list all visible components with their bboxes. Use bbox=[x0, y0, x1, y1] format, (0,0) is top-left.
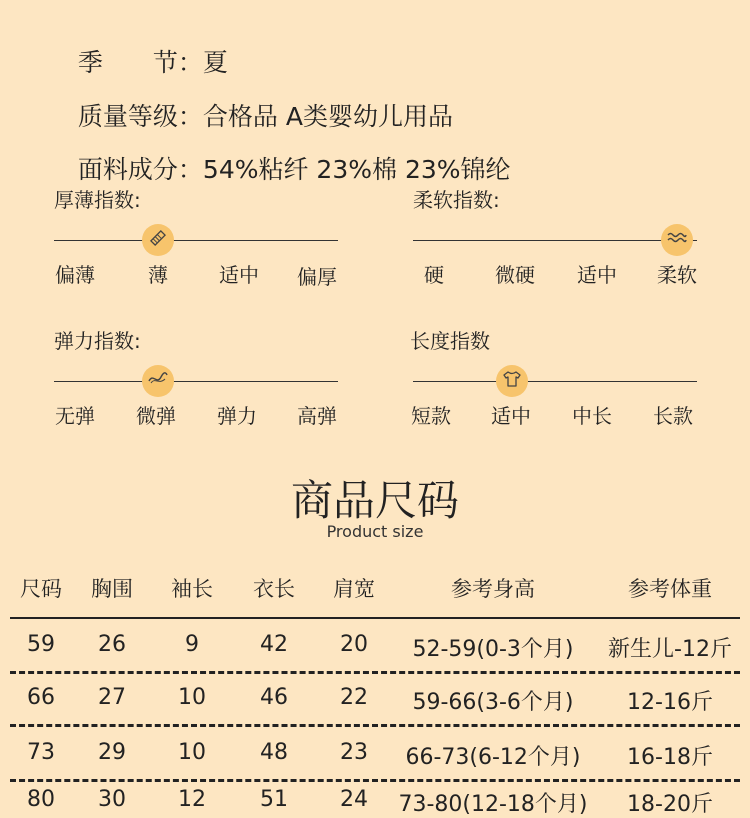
table-cell: 22 bbox=[340, 685, 368, 710]
table-cell: 16-18斤 bbox=[627, 745, 713, 770]
softness-label: 微硬 bbox=[495, 263, 535, 287]
length-title: 长度指数 bbox=[410, 329, 490, 353]
spec-label: 季 节： bbox=[77, 48, 203, 77]
table-cell: 42 bbox=[260, 632, 288, 657]
table-cell: 18-20斤 bbox=[627, 792, 713, 817]
table-cell: 73-80(12-18个月) bbox=[398, 792, 588, 817]
table-cell: 80 bbox=[27, 787, 55, 812]
thickness-marker bbox=[142, 224, 174, 256]
size-section-title: 商品尺码 bbox=[290, 476, 459, 525]
table-cell: 23 bbox=[340, 740, 368, 765]
softness-title: 柔软指数: bbox=[413, 188, 500, 212]
elasticity-marker bbox=[142, 365, 174, 397]
spec-label: 质量等级： bbox=[77, 102, 203, 131]
table-row-divider bbox=[10, 671, 740, 674]
elasticity-label: 微弹 bbox=[136, 404, 176, 428]
table-header-rule bbox=[10, 617, 740, 619]
spec-fabric-composition bbox=[62, 119, 511, 187]
table-cell: 52-59(0-3个月) bbox=[412, 637, 574, 662]
table-header-cell: 参考体重 bbox=[628, 577, 712, 601]
table-cell: 12-16斤 bbox=[627, 690, 713, 715]
length-label: 长款 bbox=[653, 404, 693, 428]
softness-label: 硬 bbox=[424, 263, 444, 287]
thickness-scale-line bbox=[54, 240, 338, 241]
length-marker bbox=[496, 365, 528, 397]
table-cell: 59 bbox=[27, 632, 55, 657]
spec-label: 面料成分： bbox=[77, 155, 203, 184]
table-cell: 29 bbox=[98, 740, 126, 765]
softness-label: 柔软 bbox=[657, 263, 697, 287]
softness-label: 适中 bbox=[577, 263, 617, 287]
table-header-cell: 尺码 bbox=[20, 577, 62, 601]
table-cell: 30 bbox=[98, 787, 126, 812]
elasticity-label: 无弹 bbox=[55, 404, 95, 428]
length-scale-line bbox=[413, 381, 697, 382]
elasticity-scale-line bbox=[54, 381, 338, 382]
table-cell: 9 bbox=[185, 632, 199, 657]
elasticity-title: 弹力指数: bbox=[54, 329, 141, 353]
table-cell: 24 bbox=[340, 787, 368, 812]
table-cell: 27 bbox=[98, 685, 126, 710]
table-cell: 20 bbox=[340, 632, 368, 657]
length-label: 适中 bbox=[491, 404, 531, 428]
thickness-label: 偏厚 bbox=[297, 265, 337, 289]
softness-scale-line bbox=[413, 240, 697, 241]
table-header-cell: 衣长 bbox=[253, 577, 295, 601]
table-cell: 66-73(6-12个月) bbox=[405, 745, 581, 770]
fabric-layers-icon bbox=[148, 228, 168, 252]
elasticity-label: 弹力 bbox=[217, 404, 257, 428]
thickness-title: 厚薄指数: bbox=[54, 188, 141, 212]
table-header-cell: 肩宽 bbox=[333, 577, 375, 601]
stretch-icon bbox=[147, 371, 169, 391]
thickness-label: 偏薄 bbox=[55, 263, 95, 287]
thickness-label: 适中 bbox=[219, 263, 259, 287]
table-cell: 51 bbox=[260, 787, 288, 812]
table-cell: 46 bbox=[260, 685, 288, 710]
spec-value: 合格品 A类婴幼儿用品 bbox=[202, 102, 453, 131]
table-cell: 66 bbox=[27, 685, 55, 710]
length-label: 短款 bbox=[411, 404, 451, 428]
length-label: 中长 bbox=[572, 404, 612, 428]
spec-value: 夏 bbox=[202, 48, 228, 77]
spec-value: 54%粘纤 23%棉 23%锦纶 bbox=[202, 155, 511, 184]
table-cell: 26 bbox=[98, 632, 126, 657]
table-cell: 59-66(3-6个月) bbox=[412, 690, 574, 715]
table-cell: 12 bbox=[178, 787, 206, 812]
table-row-divider bbox=[10, 779, 740, 782]
thickness-label: 薄 bbox=[148, 263, 168, 287]
size-section-subtitle: Product size bbox=[326, 522, 424, 541]
elasticity-label: 高弹 bbox=[297, 404, 337, 428]
table-cell: 73 bbox=[27, 740, 55, 765]
table-header-cell: 参考身高 bbox=[451, 577, 535, 601]
table-header-cell: 袖长 bbox=[171, 577, 213, 601]
table-cell: 10 bbox=[178, 740, 206, 765]
table-cell: 10 bbox=[178, 685, 206, 710]
table-cell: 新生儿-12斤 bbox=[608, 637, 732, 662]
table-cell: 48 bbox=[260, 740, 288, 765]
table-header-cell: 胸围 bbox=[91, 577, 133, 601]
shirt-icon bbox=[502, 370, 522, 392]
table-row-divider bbox=[10, 724, 740, 727]
wave-icon bbox=[666, 230, 688, 250]
softness-marker bbox=[661, 224, 693, 256]
